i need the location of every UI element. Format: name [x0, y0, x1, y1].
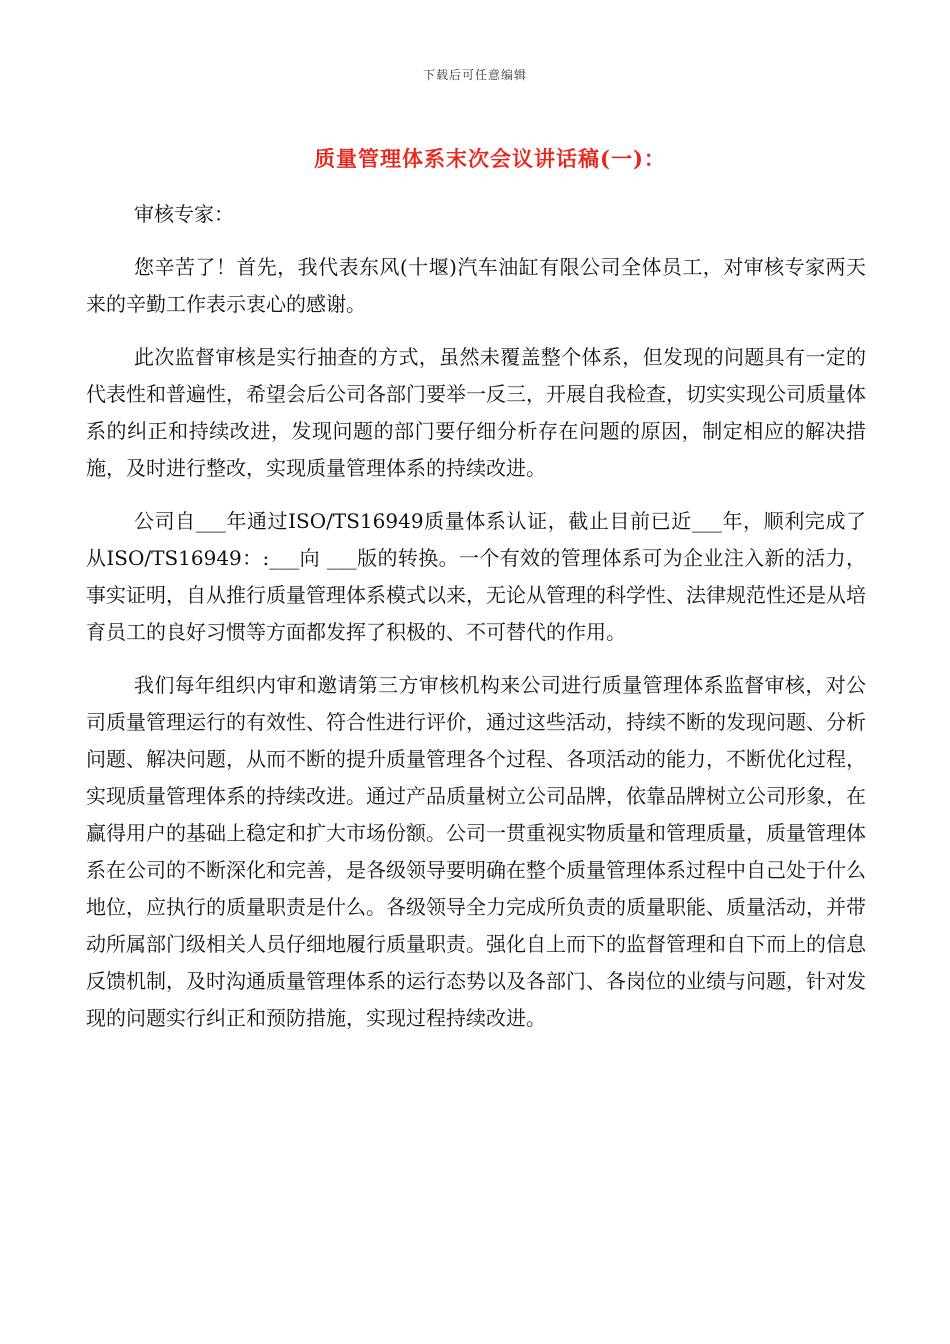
paragraph-4: 我们每年组织内审和邀请第三方审核机构来公司进行质量管理体系监督审核，对公司质量管理运行的有效性、符合性进行评价，通过这些活动，持续不断的发现问题、分析问题、解决问题，从而不断的提升质量管理各个过程、各项活动的能力，不断优化过程，实现质量管理体系的持续改进。通过产品质量树立公司品牌，依靠品牌树立公司形象，在赢得用户的基础上稳定和扩大市场份额。公司一贯重视实物质量和管理质量，质量管理体系在公司的不断深化和完善，是各级领导要明确在整个质量管理体系过程中自己处于什么地位，应执行的质量职责是什么。各级领导全力完成所负责的质量职能、质量活动，并带动所属部门级相关人员仔细地履行质量职责。强化自上而下的监督管理和自下而上的信息反馈机制，及时沟通质量管理体系的运行态势以及各部门、各岗位的业绩与问题，针对发现的问题实行纠正和预防措施，实现过程持续改进。 [86, 673, 866, 1030]
paragraph-3: 公司自___年通过ISO/TS16949质量体系认证，截止目前已近___年，顺利完成了从ISO/TS16949：:___向 ___版的转换。一个有效的管理体系可为企业注入新的活力，事实证明，自从推行质量管理体系模式以来，无论从管理的科学性、法律规范性还是从培育员工的良好习惯等方面都发挥了积极的、不可替代的作用。 [86, 509, 866, 644]
paragraph-1: 您辛苦了！首先，我代表东风(十堰)汽车油缸有限公司全体员工，对审核专家两天来的辛勤工作表示衷心的感谢。 [86, 255, 866, 316]
salutation: 审核专家： [134, 202, 234, 226]
header-note: 下载后可任意编辑 [422, 68, 527, 82]
document-body [86, 196, 866, 1053]
document-title: 质量管理体系末次会议讲话稿(一)： [314, 146, 666, 171]
paragraph-2: 此次监督审核是实行抽查的方式，虽然未覆盖整个体系，但发现的问题具有一定的代表性和普遍性，希望会后公司各部门要举一反三，开展自我检查，切实实现公司质量体系的纠正和持续改进，发现问题的部门要仔细分析存在问题的原因，制定相应的解决措施，及时进行整改，实现质量管理体系的持续改进。 [86, 345, 866, 480]
